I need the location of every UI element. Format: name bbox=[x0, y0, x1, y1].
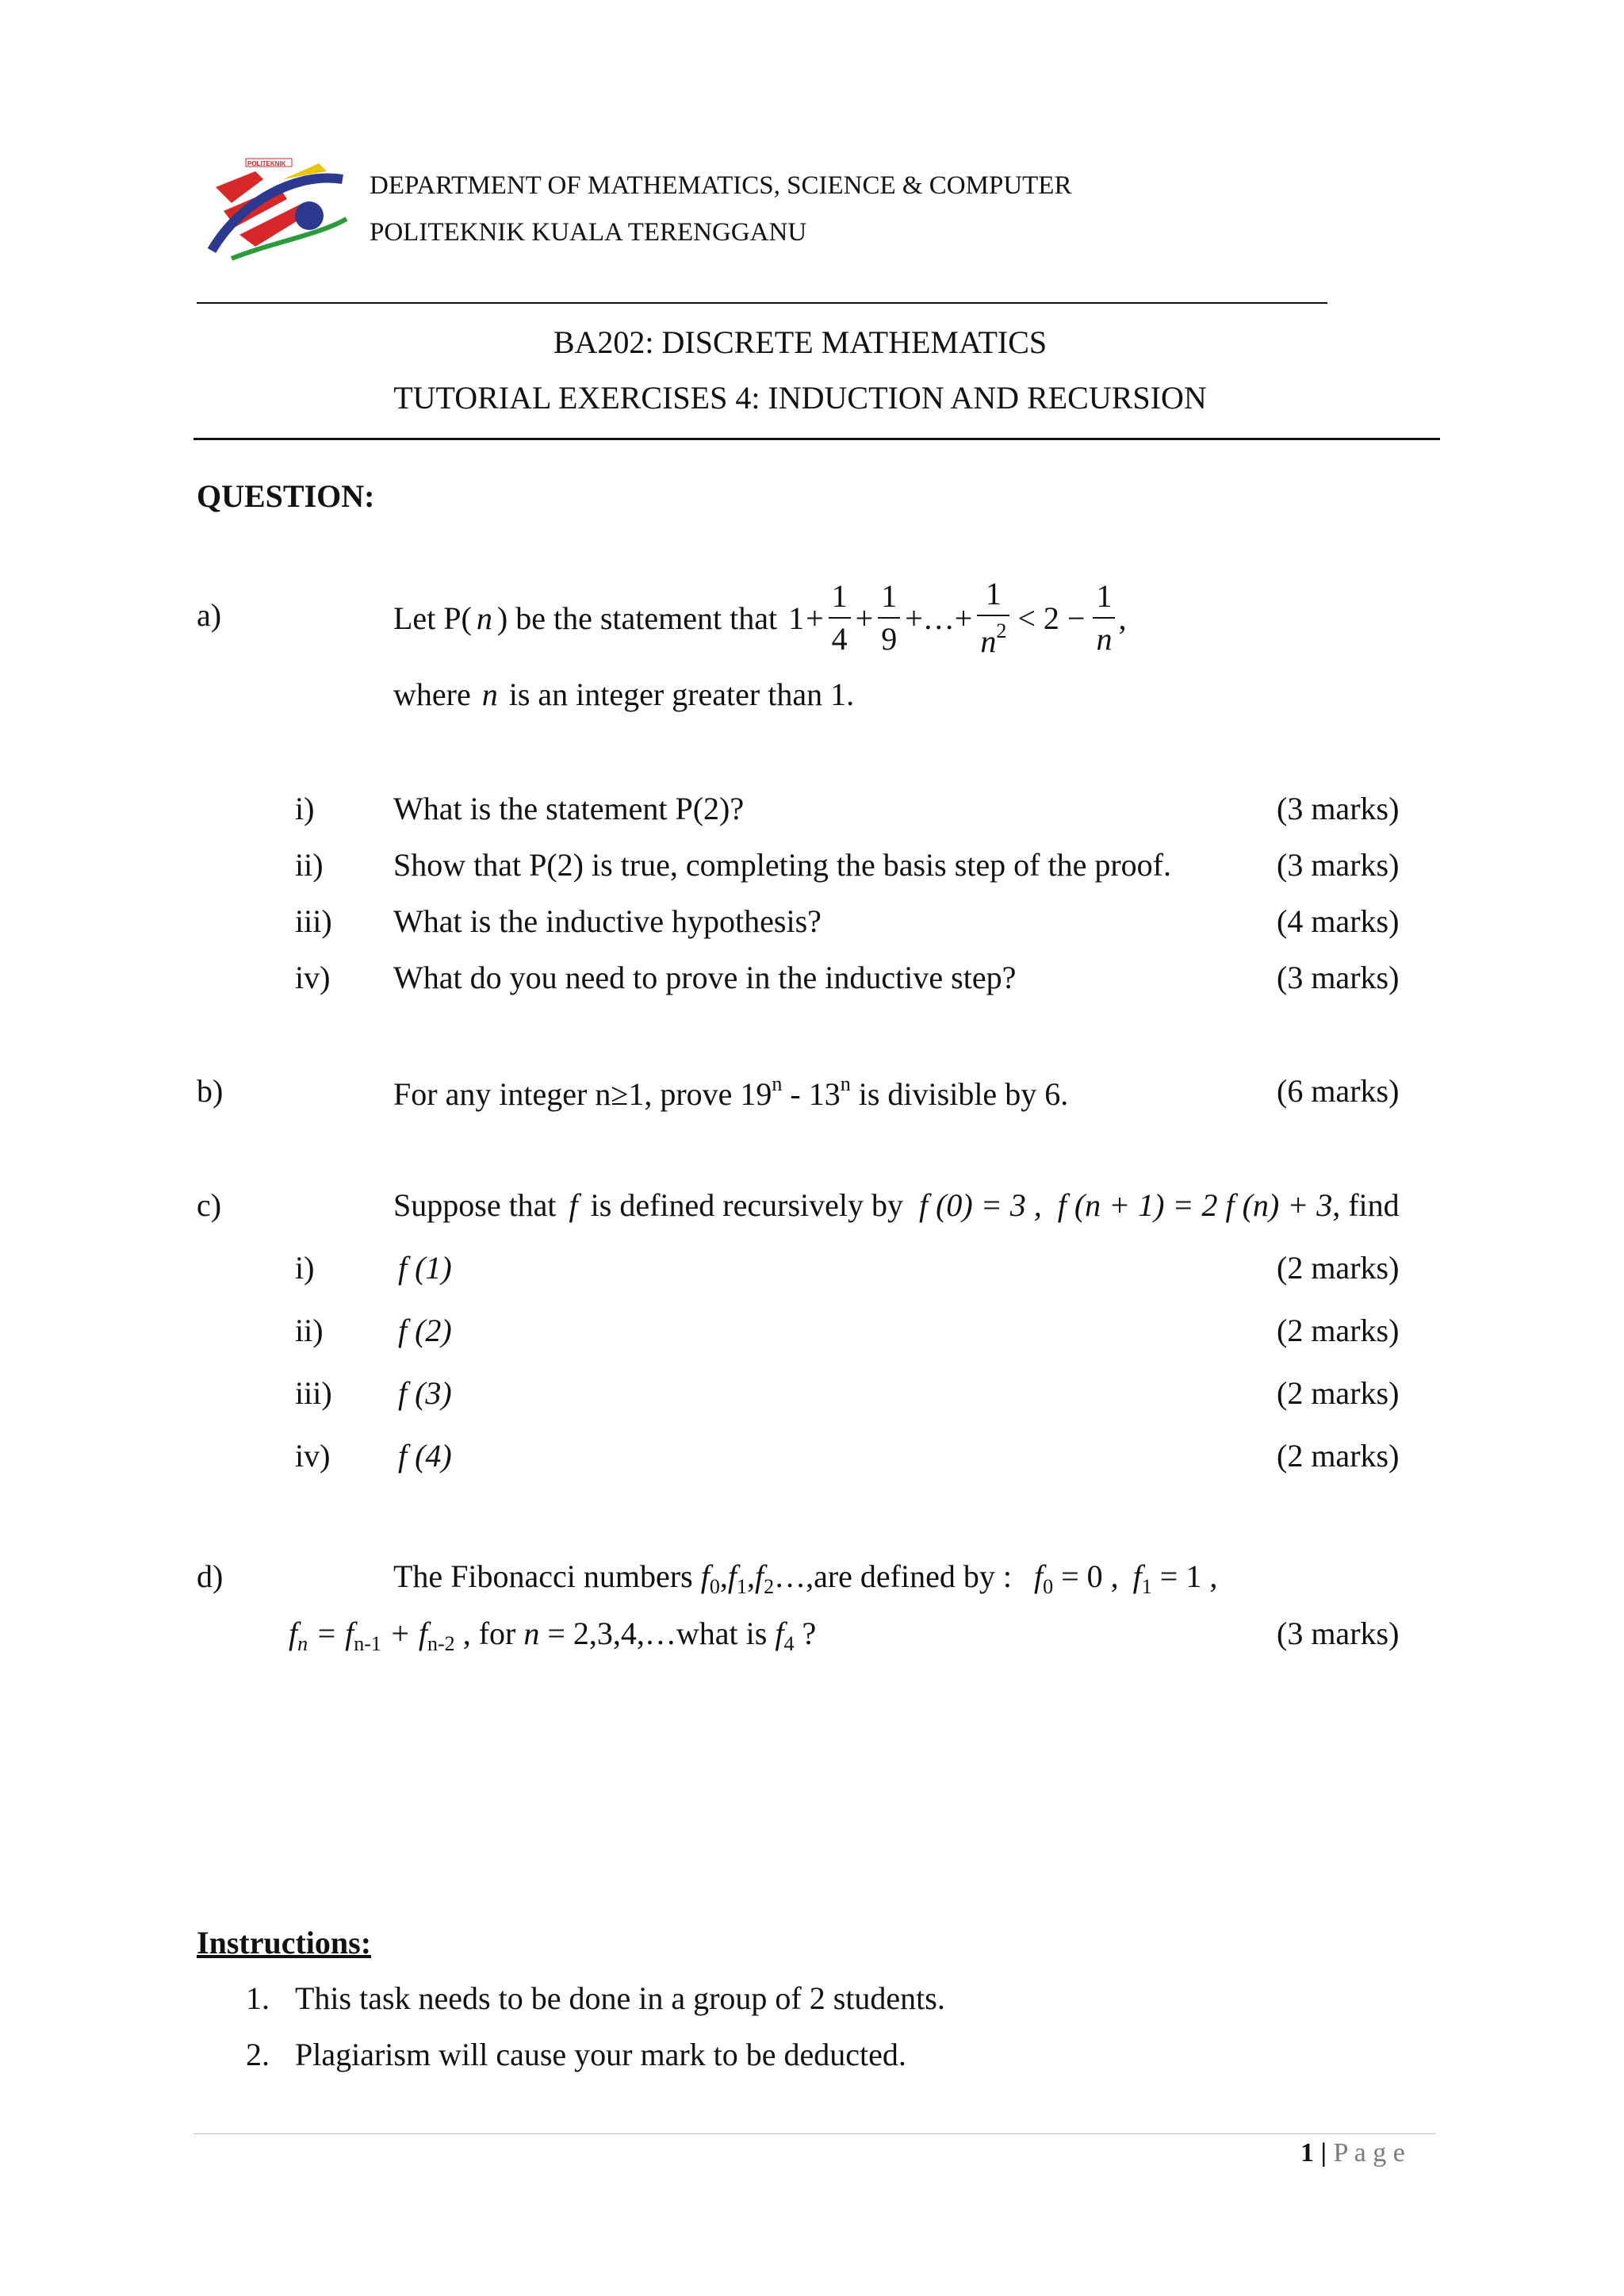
qa-fraction-4 bbox=[1093, 578, 1115, 657]
page-footer bbox=[1300, 2138, 1405, 2168]
qa-where-prefix: where bbox=[393, 677, 471, 712]
qa-fraction-3 bbox=[977, 578, 1009, 657]
section-heading: QUESTION: bbox=[197, 478, 375, 514]
qd-seq-f0-sub: 0 bbox=[709, 1575, 720, 1598]
qa-frac2-num: 1 bbox=[881, 578, 898, 614]
qa-part-1-label: i) bbox=[295, 791, 315, 826]
qa-frac4-den: n bbox=[1093, 617, 1115, 655]
qc-def-1: f (0) = 3 , bbox=[919, 1187, 1042, 1223]
qa-frac3-exp: 2 bbox=[996, 619, 1007, 642]
qd-seq-f2 bbox=[754, 1558, 775, 1598]
question-b-marks: (6 marks) bbox=[1277, 1073, 1400, 1109]
footer-separator: | bbox=[1320, 2138, 1327, 2168]
qa-formula-one: 1 bbox=[788, 600, 805, 636]
qc-intro-f: f bbox=[569, 1187, 578, 1223]
qc-part-2-label: ii) bbox=[295, 1313, 324, 1348]
qd-def-f1-f: f bbox=[1132, 1558, 1142, 1594]
qa-part-3-marks: (4 marks) bbox=[1277, 903, 1400, 939]
logo-graphic bbox=[208, 155, 350, 266]
qa-formula bbox=[788, 578, 1126, 657]
qc-part-4-marks: (2 marks) bbox=[1277, 1438, 1400, 1474]
department-name: DEPARTMENT OF MATHEMATICS, SCIENCE & COMPUTER bbox=[370, 171, 1072, 200]
page-number: 1 bbox=[1300, 2138, 1314, 2168]
qd-line2-rest: = 2,3,4,…what is bbox=[539, 1616, 768, 1651]
qa-fraction-1 bbox=[829, 578, 851, 657]
qa-frac1-num: 1 bbox=[831, 578, 848, 614]
qa-intro-var: n bbox=[476, 600, 492, 636]
qc-part-1-text: f (1) bbox=[398, 1250, 452, 1286]
qd-seq-f1-f: f bbox=[727, 1558, 737, 1594]
qd-line2-fn-sub: n bbox=[297, 1632, 308, 1655]
qb-text-mid: - 13 bbox=[782, 1076, 841, 1112]
qa-frac4-num: 1 bbox=[1096, 578, 1113, 614]
qc-part-2-marks: (2 marks) bbox=[1277, 1313, 1400, 1348]
qa-formula-plus1: + bbox=[806, 600, 824, 636]
qa-where-suffix: is an integer greater than 1. bbox=[508, 677, 855, 712]
qc-part-1-label: i) bbox=[295, 1250, 315, 1286]
qd-line1-mid: …,are defined by : bbox=[774, 1558, 1012, 1594]
institution-logo bbox=[208, 155, 350, 266]
qa-formula-plus2: + bbox=[855, 600, 874, 636]
qa-formula-dots: +…+ bbox=[905, 600, 973, 636]
qd-line2-for: , for bbox=[454, 1616, 516, 1651]
qb-exp-1: n bbox=[772, 1072, 783, 1095]
qa-frac3-den-var: n bbox=[980, 623, 997, 659]
qc-intro-prefix: Suppose that bbox=[393, 1187, 557, 1223]
qc-part-2-text: f (2) bbox=[398, 1313, 452, 1348]
qa-part-2-label: ii) bbox=[295, 847, 324, 883]
qa-intro-prefix: Let P( bbox=[393, 600, 472, 636]
qd-line1-prefix: The Fibonacci numbers bbox=[393, 1558, 693, 1594]
qb-text-prefix: For any integer n≥1, prove 19 bbox=[393, 1076, 772, 1112]
qd-def-f0 bbox=[1033, 1558, 1054, 1598]
instruction-1-text: This task needs to be done in a group of 2 students. bbox=[295, 1980, 945, 2016]
qa-part-1-text: What is the statement P(2)? bbox=[393, 791, 745, 826]
instruction-2-number: 2. bbox=[246, 2037, 270, 2072]
qd-def-f0-sub: 0 bbox=[1043, 1575, 1054, 1598]
qc-part-4-label: iv) bbox=[295, 1438, 331, 1474]
logo-lettering: POLITEKNIK bbox=[247, 160, 286, 167]
qd-line2-q: ? bbox=[794, 1616, 817, 1651]
qd-seq-f0-f: f bbox=[700, 1558, 710, 1594]
qd-seq-f1-sub: 1 bbox=[736, 1575, 747, 1598]
qc-part-1-marks: (2 marks) bbox=[1277, 1250, 1400, 1286]
qd-line2-n1-sub: n-1 bbox=[354, 1632, 381, 1655]
question-d-line-1: The Fibonacci numbers $f_0,f_1,f_2\dots,are$ defined by : $f_0 = 0$ , $f_1 = 1$ , bbox=[393, 1558, 1218, 1598]
qa-part-4-marks: (3 marks) bbox=[1277, 960, 1400, 995]
qd-line2-f4-sub: 4 bbox=[783, 1632, 795, 1655]
qa-where-var: n bbox=[481, 677, 498, 712]
qa-part-2-marks: (3 marks) bbox=[1277, 847, 1400, 883]
qd-line2-f4 bbox=[775, 1616, 795, 1655]
qb-exp-2: n bbox=[840, 1072, 851, 1095]
qd-seq-f2-f: f bbox=[754, 1558, 764, 1594]
tutorial-title: TUTORIAL EXERCISES 4: INDUCTION AND RECURSION bbox=[393, 380, 1207, 416]
question-d-label: d) bbox=[197, 1558, 224, 1594]
qa-part-2-text: Show that P(2) is true, completing the basis step of the proof. bbox=[393, 847, 1171, 883]
question-d-marks: (3 marks) bbox=[1277, 1616, 1400, 1651]
qa-part-3-label: iii) bbox=[295, 903, 332, 939]
question-b-text bbox=[393, 1072, 1068, 1113]
qa-frac3-den bbox=[977, 615, 1009, 657]
instructions-heading: Instructions: bbox=[197, 1925, 372, 1961]
question-a-intro bbox=[393, 574, 1126, 661]
instruction-2-text: Plagiarism will cause your mark to be deducted. bbox=[295, 2037, 906, 2072]
qa-part-3-text: What is the inductive hypothesis? bbox=[393, 903, 822, 939]
question-a-label: a) bbox=[197, 597, 222, 633]
question-c-intro bbox=[393, 1186, 1400, 1224]
qc-part-3-label: iii) bbox=[295, 1375, 332, 1411]
qd-line2-f: f bbox=[289, 1616, 298, 1651]
title-rule bbox=[193, 438, 1440, 440]
institution-name: POLITEKNIK KUALA TERENGGANU bbox=[370, 218, 807, 247]
qd-seq-f1 bbox=[727, 1558, 747, 1598]
qd-seq-f0 bbox=[700, 1558, 720, 1598]
qc-part-3-marks: (2 marks) bbox=[1277, 1375, 1400, 1411]
qc-intro-suffix: , find bbox=[1332, 1187, 1400, 1223]
qa-frac1-den: 4 bbox=[829, 617, 851, 655]
qc-part-3-text: f (3) bbox=[398, 1375, 452, 1411]
qa-part-1-marks: (3 marks) bbox=[1277, 791, 1400, 826]
qc-part-4-text: f (4) bbox=[398, 1438, 452, 1474]
qd-def-f1-val: = 1 , bbox=[1159, 1558, 1218, 1594]
instruction-1-number: 1. bbox=[246, 1980, 270, 2016]
qa-formula-comma: , bbox=[1118, 600, 1127, 636]
qa-frac2-den: 9 bbox=[878, 617, 900, 655]
qa-frac3-num: 1 bbox=[985, 576, 1002, 611]
question-a-where bbox=[393, 676, 854, 713]
footer-rule bbox=[193, 2133, 1435, 2134]
qa-formula-lt: < 2 − bbox=[1017, 600, 1086, 636]
qd-line2-n2-sub: n-2 bbox=[427, 1632, 455, 1655]
qd-def-f0-f: f bbox=[1033, 1558, 1044, 1594]
qc-def-2: f (n + 1) = 2 f (n) + 3 bbox=[1057, 1187, 1333, 1223]
qc-intro-mid: is defined recursively by bbox=[590, 1187, 903, 1223]
qa-intro-mid: ) be the statement that bbox=[496, 600, 778, 636]
header-rule bbox=[197, 302, 1327, 304]
question-b-label: b) bbox=[197, 1073, 224, 1109]
question-c-label: c) bbox=[197, 1187, 222, 1223]
qd-line2-plus: + f bbox=[381, 1616, 428, 1651]
course-title: BA202: DISCRETE MATHEMATICS bbox=[553, 324, 1048, 360]
qd-line2-f4-f: f bbox=[775, 1616, 784, 1651]
qd-def-f1 bbox=[1132, 1558, 1152, 1598]
qd-def-f1-sub: 1 bbox=[1141, 1575, 1152, 1598]
qa-part-4-text: What do you need to prove in the inductive step? bbox=[393, 960, 1017, 995]
qa-part-4-label: iv) bbox=[295, 960, 331, 995]
page-label: P a g e bbox=[1333, 2138, 1405, 2168]
qb-text-suffix: is divisible by 6. bbox=[850, 1076, 1069, 1112]
question-d-line-2 bbox=[289, 1615, 816, 1656]
qd-line2-var: n bbox=[523, 1616, 540, 1651]
qa-fraction-2 bbox=[878, 578, 900, 657]
qd-line2-eq: = f bbox=[308, 1616, 354, 1651]
qd-def-f0-val: = 0 , bbox=[1061, 1558, 1119, 1594]
qd-seq-f2-sub: 2 bbox=[764, 1575, 775, 1598]
